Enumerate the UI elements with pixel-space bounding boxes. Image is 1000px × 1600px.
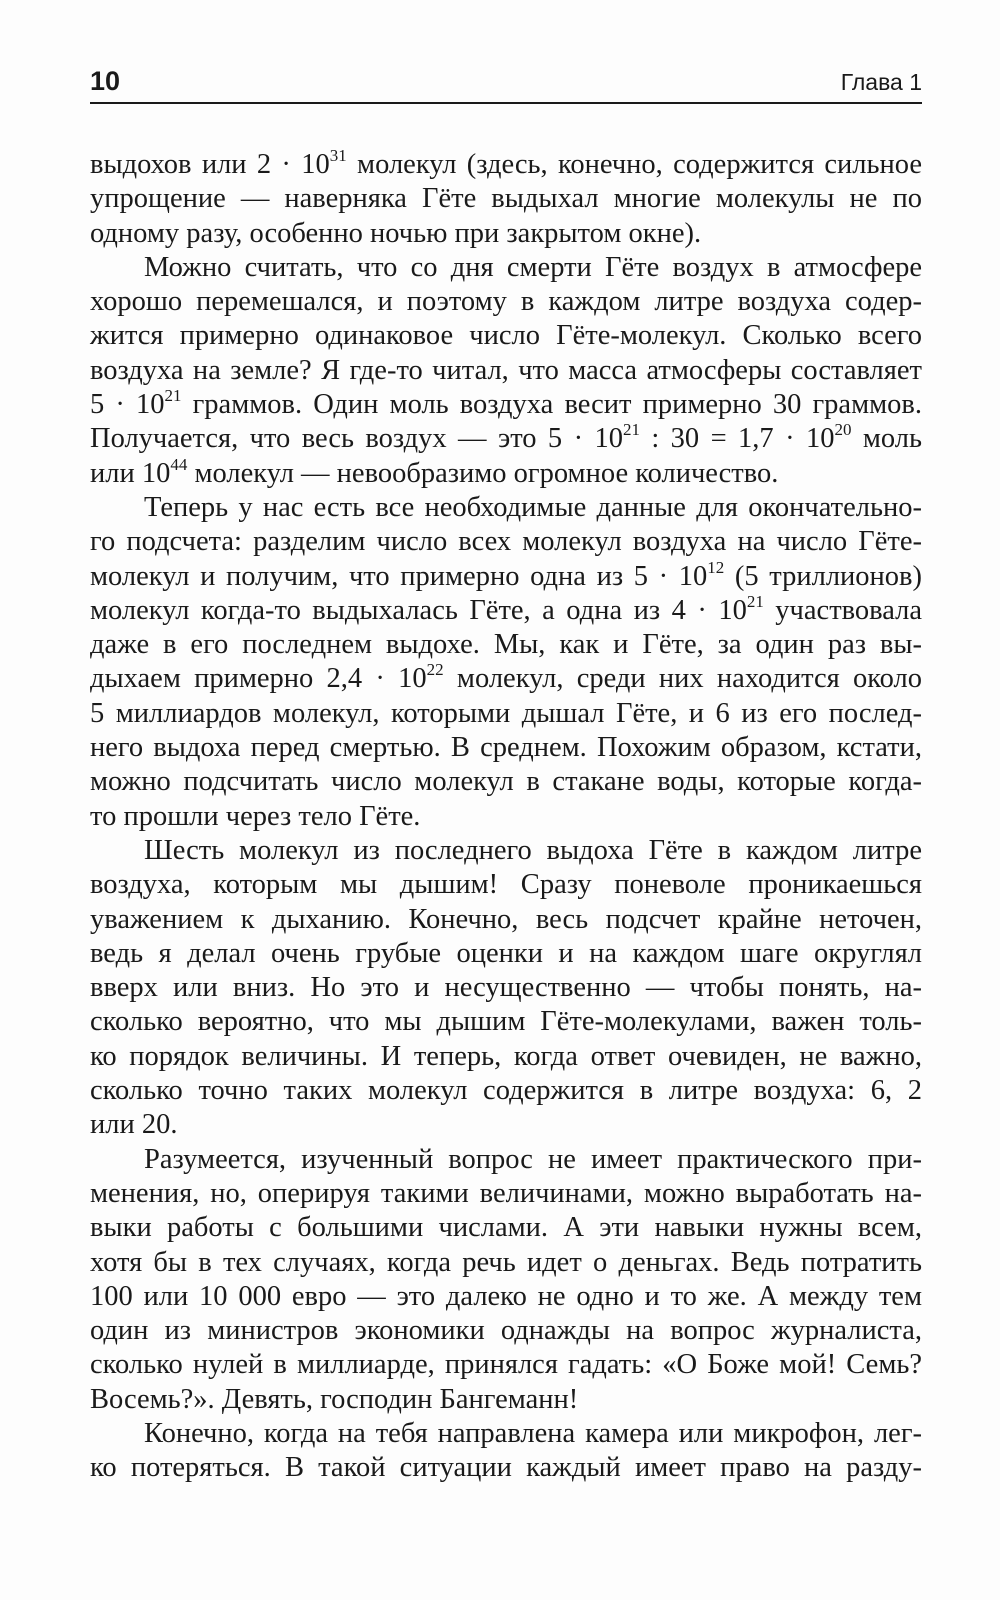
text-run: один из министров экономики однажды на вопрос журналиста,: [90, 1315, 922, 1347]
text-run: (5 триллионов): [724, 560, 922, 592]
exponent: 44: [170, 454, 188, 474]
text-line: [90, 148, 922, 182]
text-run: упрощение — наверняка Гёте выдыхал многие молекулы не по: [90, 183, 922, 215]
text-run: Теперь у нас есть все необходимые данные для окончательно-: [144, 491, 922, 523]
paragraph: [90, 148, 922, 251]
text-line: [90, 182, 922, 216]
page-number: 10: [90, 66, 121, 96]
text-line: [90, 1040, 922, 1074]
text-line: [90, 319, 922, 353]
text-run: хорошо перемешался, и поэтому в каждом литре воздуха содер-: [90, 286, 922, 318]
text-run: ко порядок величины. И теперь, когда ответ очевиден, не важно,: [90, 1040, 922, 1072]
text-run: участвовала: [763, 594, 923, 626]
text-run: 5 миллиардов молекул, которыми дышал Гёте, и 6 из его послед-: [90, 697, 922, 729]
text-run: жится примерно одинаковое число Гёте-молекул. Сколько всего: [90, 320, 922, 352]
text-run: моль: [851, 423, 923, 455]
text-line: [90, 1451, 922, 1485]
text-run: можно подсчитать число молекул в стакане воды, которые когда-: [90, 766, 922, 798]
text-line: [90, 1074, 922, 1108]
text-run: уважением к дыханию. Конечно, весь подсчет крайне неточен,: [90, 903, 922, 935]
text-line: [90, 697, 922, 731]
paragraph: [90, 251, 922, 491]
text-run: ко потеряться. В такой ситуации каждый имеет право на разду-: [90, 1452, 922, 1484]
text-line: [90, 557, 922, 594]
paragraph: [90, 491, 922, 834]
text-run: сколько нулей в миллиарде, принялся гадать: «О Боже мой! Семь?: [90, 1349, 922, 1381]
text-line: [90, 662, 922, 696]
text-line: [90, 217, 922, 251]
text-line: [90, 251, 922, 285]
text-run: го подсчета: разделим число всех молекул воздуха на число Гёте-: [90, 526, 922, 558]
text-line: [90, 1211, 922, 1245]
text-run: даже в его последнем выдохе. Мы, как и Гёте, за один раз вы-: [90, 629, 922, 661]
text-line: [90, 1383, 922, 1417]
text-run: 5 · 10: [90, 389, 165, 421]
running-header: [90, 66, 922, 104]
text-line: [90, 903, 922, 937]
text-line: [90, 388, 922, 422]
text-run: молекул — невообразимо огромное количество.: [187, 457, 779, 489]
text-run: или 10: [90, 457, 171, 489]
text-line: [90, 1314, 922, 1348]
text-line: [90, 591, 923, 628]
text-run: Конечно, когда на тебя направлена камера или микрофон, лег-: [144, 1417, 922, 1449]
text-run: него выдоха перед смертью. В среднем. Похожим образом, кстати,: [90, 732, 922, 764]
paragraph: [90, 834, 922, 1143]
text-run: одному разу, особенно ночью при закрытом окне).: [90, 217, 702, 249]
text-line: [90, 868, 922, 902]
text-run: 100 или 10 000 евро — это далеко не одно и то же. А между тем: [90, 1280, 922, 1312]
text-run: дыхаем примерно 2,4 · 10: [90, 663, 427, 695]
text-line: [90, 1108, 922, 1142]
text-run: или 20.: [90, 1109, 178, 1141]
exponent: 20: [834, 420, 852, 440]
text-line: [90, 454, 922, 491]
text-line: [90, 1177, 922, 1211]
text-line: [90, 1246, 922, 1280]
text-line: [90, 491, 922, 525]
text-run: выки работы с большими числами. А эти навыки нужны всем,: [90, 1212, 922, 1244]
text-line: [90, 422, 922, 456]
text-run: молекул и получим, что примерно одна из 5 · 10: [90, 560, 708, 592]
body-text: [90, 148, 922, 1486]
text-line: [90, 765, 922, 799]
text-line: [90, 834, 922, 868]
text-line: [90, 1143, 922, 1177]
text-run: то прошли через тело Гёте.: [90, 800, 421, 832]
text-line: [90, 800, 922, 834]
text-run: хотя бы в тех случаях, когда речь идет о деньгах. Ведь потратить: [90, 1246, 922, 1278]
text-run: вверх или вниз. Но это и несущественно — чтобы понять, на-: [90, 972, 922, 1004]
text-line: [90, 1280, 922, 1314]
text-run: воздуха, которым мы дышим! Сразу поневоле проникаешься: [90, 869, 922, 901]
text-run: менения, но, оперируя такими величинами, можно выработать на-: [90, 1177, 922, 1209]
exponent: 21: [746, 591, 764, 611]
chapter-title: Глава 1: [840, 69, 922, 95]
paragraph: [90, 1417, 922, 1486]
exponent: 22: [426, 660, 444, 680]
text-run: Разумеется, изученный вопрос не имеет практического при-: [144, 1143, 922, 1175]
exponent: 12: [707, 557, 725, 577]
text-run: ведь я делал очень грубые оценки и на каждом шаге округлял: [90, 937, 922, 969]
text-run: Шесть молекул из последнего выдоха Гёте в каждом литре: [144, 834, 922, 866]
text-line: [90, 285, 922, 319]
text-line: [90, 525, 922, 559]
text-run: молекул (здесь, конечно, содержится сильное: [346, 149, 923, 180]
text-run: воздуха на земле? Я где-то читал, что масса атмосферы составляет: [90, 354, 922, 386]
text-line: [90, 1348, 922, 1382]
text-run: выдохов или 2 · 10: [90, 149, 330, 180]
exponent: 21: [164, 386, 182, 406]
text-line: [90, 731, 922, 765]
text-line: [90, 937, 922, 971]
text-line: [90, 1005, 922, 1039]
text-run: Восемь?». Девять, господин Бангеманн!: [90, 1383, 579, 1415]
exponent: 21: [622, 420, 640, 440]
text-line: [90, 628, 922, 662]
text-run: Можно считать, что со дня смерти Гёте воздух в атмосфере: [144, 251, 922, 283]
text-line: [90, 354, 922, 388]
text-run: граммов. Один моль воздуха весит примерно 30 граммов.: [181, 389, 922, 421]
text-run: Получается, что весь воздух — это 5 · 10: [90, 423, 623, 455]
text-line: [90, 1417, 922, 1451]
paragraph: [90, 1143, 922, 1417]
text-run: молекул, среди них находится около: [443, 663, 922, 695]
text-line: [90, 971, 922, 1005]
text-run: сколько вероятно, что мы дышим Гёте-молекулами, важен толь-: [90, 1006, 922, 1038]
text-run: : 30 = 1,7 · 10: [639, 423, 835, 455]
text-run: молекул когда-то выдыхалась Гёте, а одна из 4 · 10: [90, 594, 747, 626]
text-run: сколько точно таких молекул содержится в литре воздуха: 6, 2: [90, 1075, 922, 1107]
exponent: 31: [329, 146, 347, 165]
